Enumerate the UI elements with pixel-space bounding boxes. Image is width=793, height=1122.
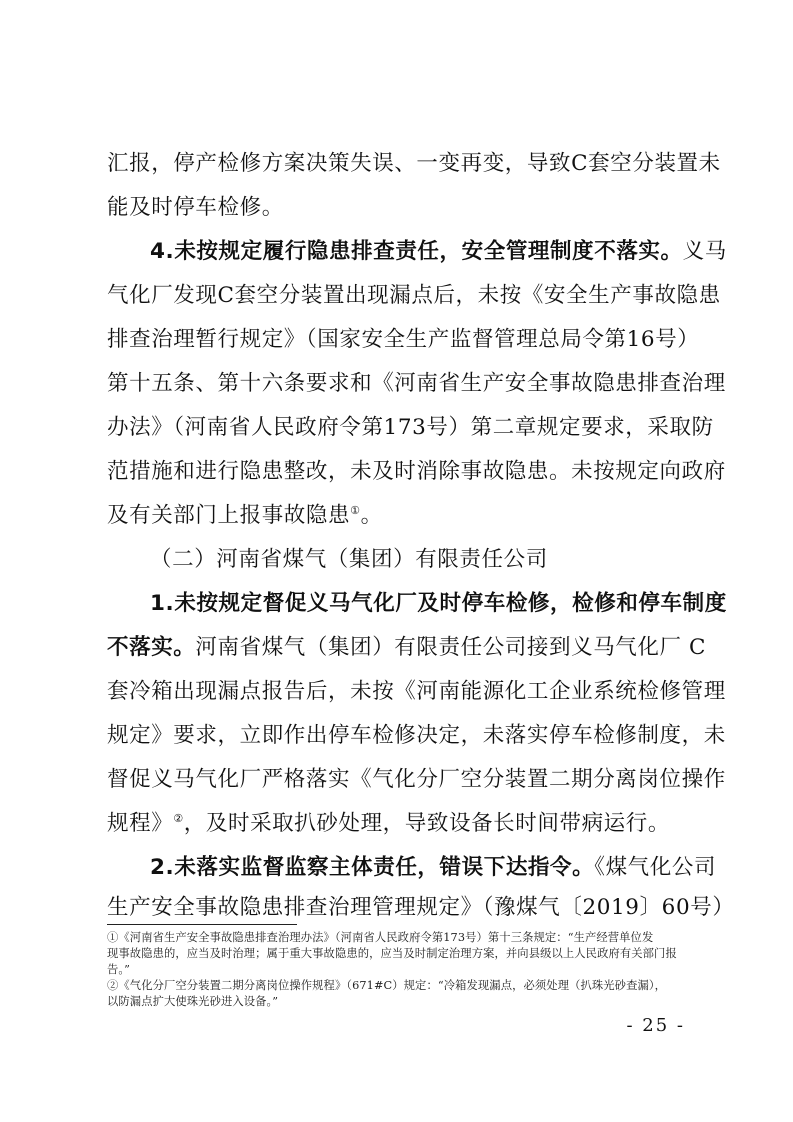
text: 套冷箱出现漏点报告后，未按《河南能源化工企业系统检修管理 [107,679,726,704]
text: （二）河南省煤气（集团）有限责任公司 [150,547,548,572]
body-line [107,362,726,406]
body-line [107,450,726,494]
text: 办法》（河南省人民政府令第173号）第二章规定要求，采取防 [107,415,714,440]
body-line [107,626,707,670]
text: 能及时停车检修。 [107,195,284,220]
footnote-line [107,962,693,977]
section-heading [150,538,693,582]
text: 现事故隐患的，应当及时治理；属于重大事故隐患的，应当及时制定治理方案，并向县级以上人民政府有关部门报 [107,947,677,960]
footnote-marker: ② [173,811,184,825]
text: 河南省煤气（集团）有限责任公司接到义马气化厂 C [195,635,707,660]
text: 督促义马气化厂严格落实《气化分厂空分装置二期分离岗位操作 [107,767,726,792]
body-line [107,318,700,362]
body-line [107,758,726,802]
page-number: - 25 - [626,1015,685,1036]
text: 范措施和进行隐患整改，未及时消除事故隐患。未按规定向政府 [107,459,726,484]
text: 告。” [107,963,131,976]
text: 义马 [682,239,727,264]
body-line [107,142,721,186]
footnote-line [107,994,693,1009]
body-line [107,494,693,538]
text: 第十五条、第十六条要求和《河南省生产安全事故隐患排查治理 [107,371,726,396]
text: 生产安全事故隐患排查治理管理规定》（豫煤气〔2019〕60号） [107,895,735,920]
footnote-separator [107,924,297,925]
text: 排查治理暂行规定》（国家安全生产监督管理总局令第16号） [107,327,700,352]
footnote-line [107,930,693,945]
text: ②《气化分厂空分装置二期分离岗位操作规程》（671#C）规定：“冷箱发现漏点，必须处理（扒珠光砂查漏）， [107,979,667,992]
text: 及有关部门上报事故隐患 [107,503,351,528]
body-line [107,406,714,450]
bold-heading: 不落实。 [107,635,196,660]
body-line [107,714,726,758]
text: 规定》要求，立即作出停车检修决定，未落实停车检修制度，未 [107,723,726,748]
text: 规程》 [107,811,174,836]
body-line [150,230,727,274]
text: 。 [360,503,383,528]
body-line [107,802,693,846]
body-line [107,274,721,318]
body-line [150,846,717,890]
bold-heading: 4.未按规定履行隐患排查责任，安全管理制度不落实。 [150,239,683,264]
footnote-line [107,946,693,961]
bold-heading: 1.未按规定督促义马气化厂及时停车检修，检修和停车制度 [150,591,727,616]
text: ，及时采取扒砂处理，导致设备长时间带病运行。 [183,811,670,836]
body-line [107,890,735,926]
body-line [150,582,727,626]
footnote-marker: ① [350,503,361,517]
text: 以防漏点扩大使珠光砂进入设备。” [107,995,279,1008]
text: 汇报，停产检修方案决策失误、一变再变，导致C套空分装置未 [107,151,721,176]
bold-heading: 2.未落实监督监察主体责任，错误下达指令。 [150,855,595,880]
footnote-line [107,978,693,993]
text: 气化厂发现C套空分装置出现漏点后，未按《安全生产事故隐患 [107,283,721,308]
body-line [107,186,693,230]
body-line [107,670,726,714]
text: ①《河南省生产安全事故隐患排查治理办法》（河南省人民政府令第173号）第十三条规定：“生产经营单位发 [107,931,654,944]
text: 《煤气化公司 [594,855,717,880]
